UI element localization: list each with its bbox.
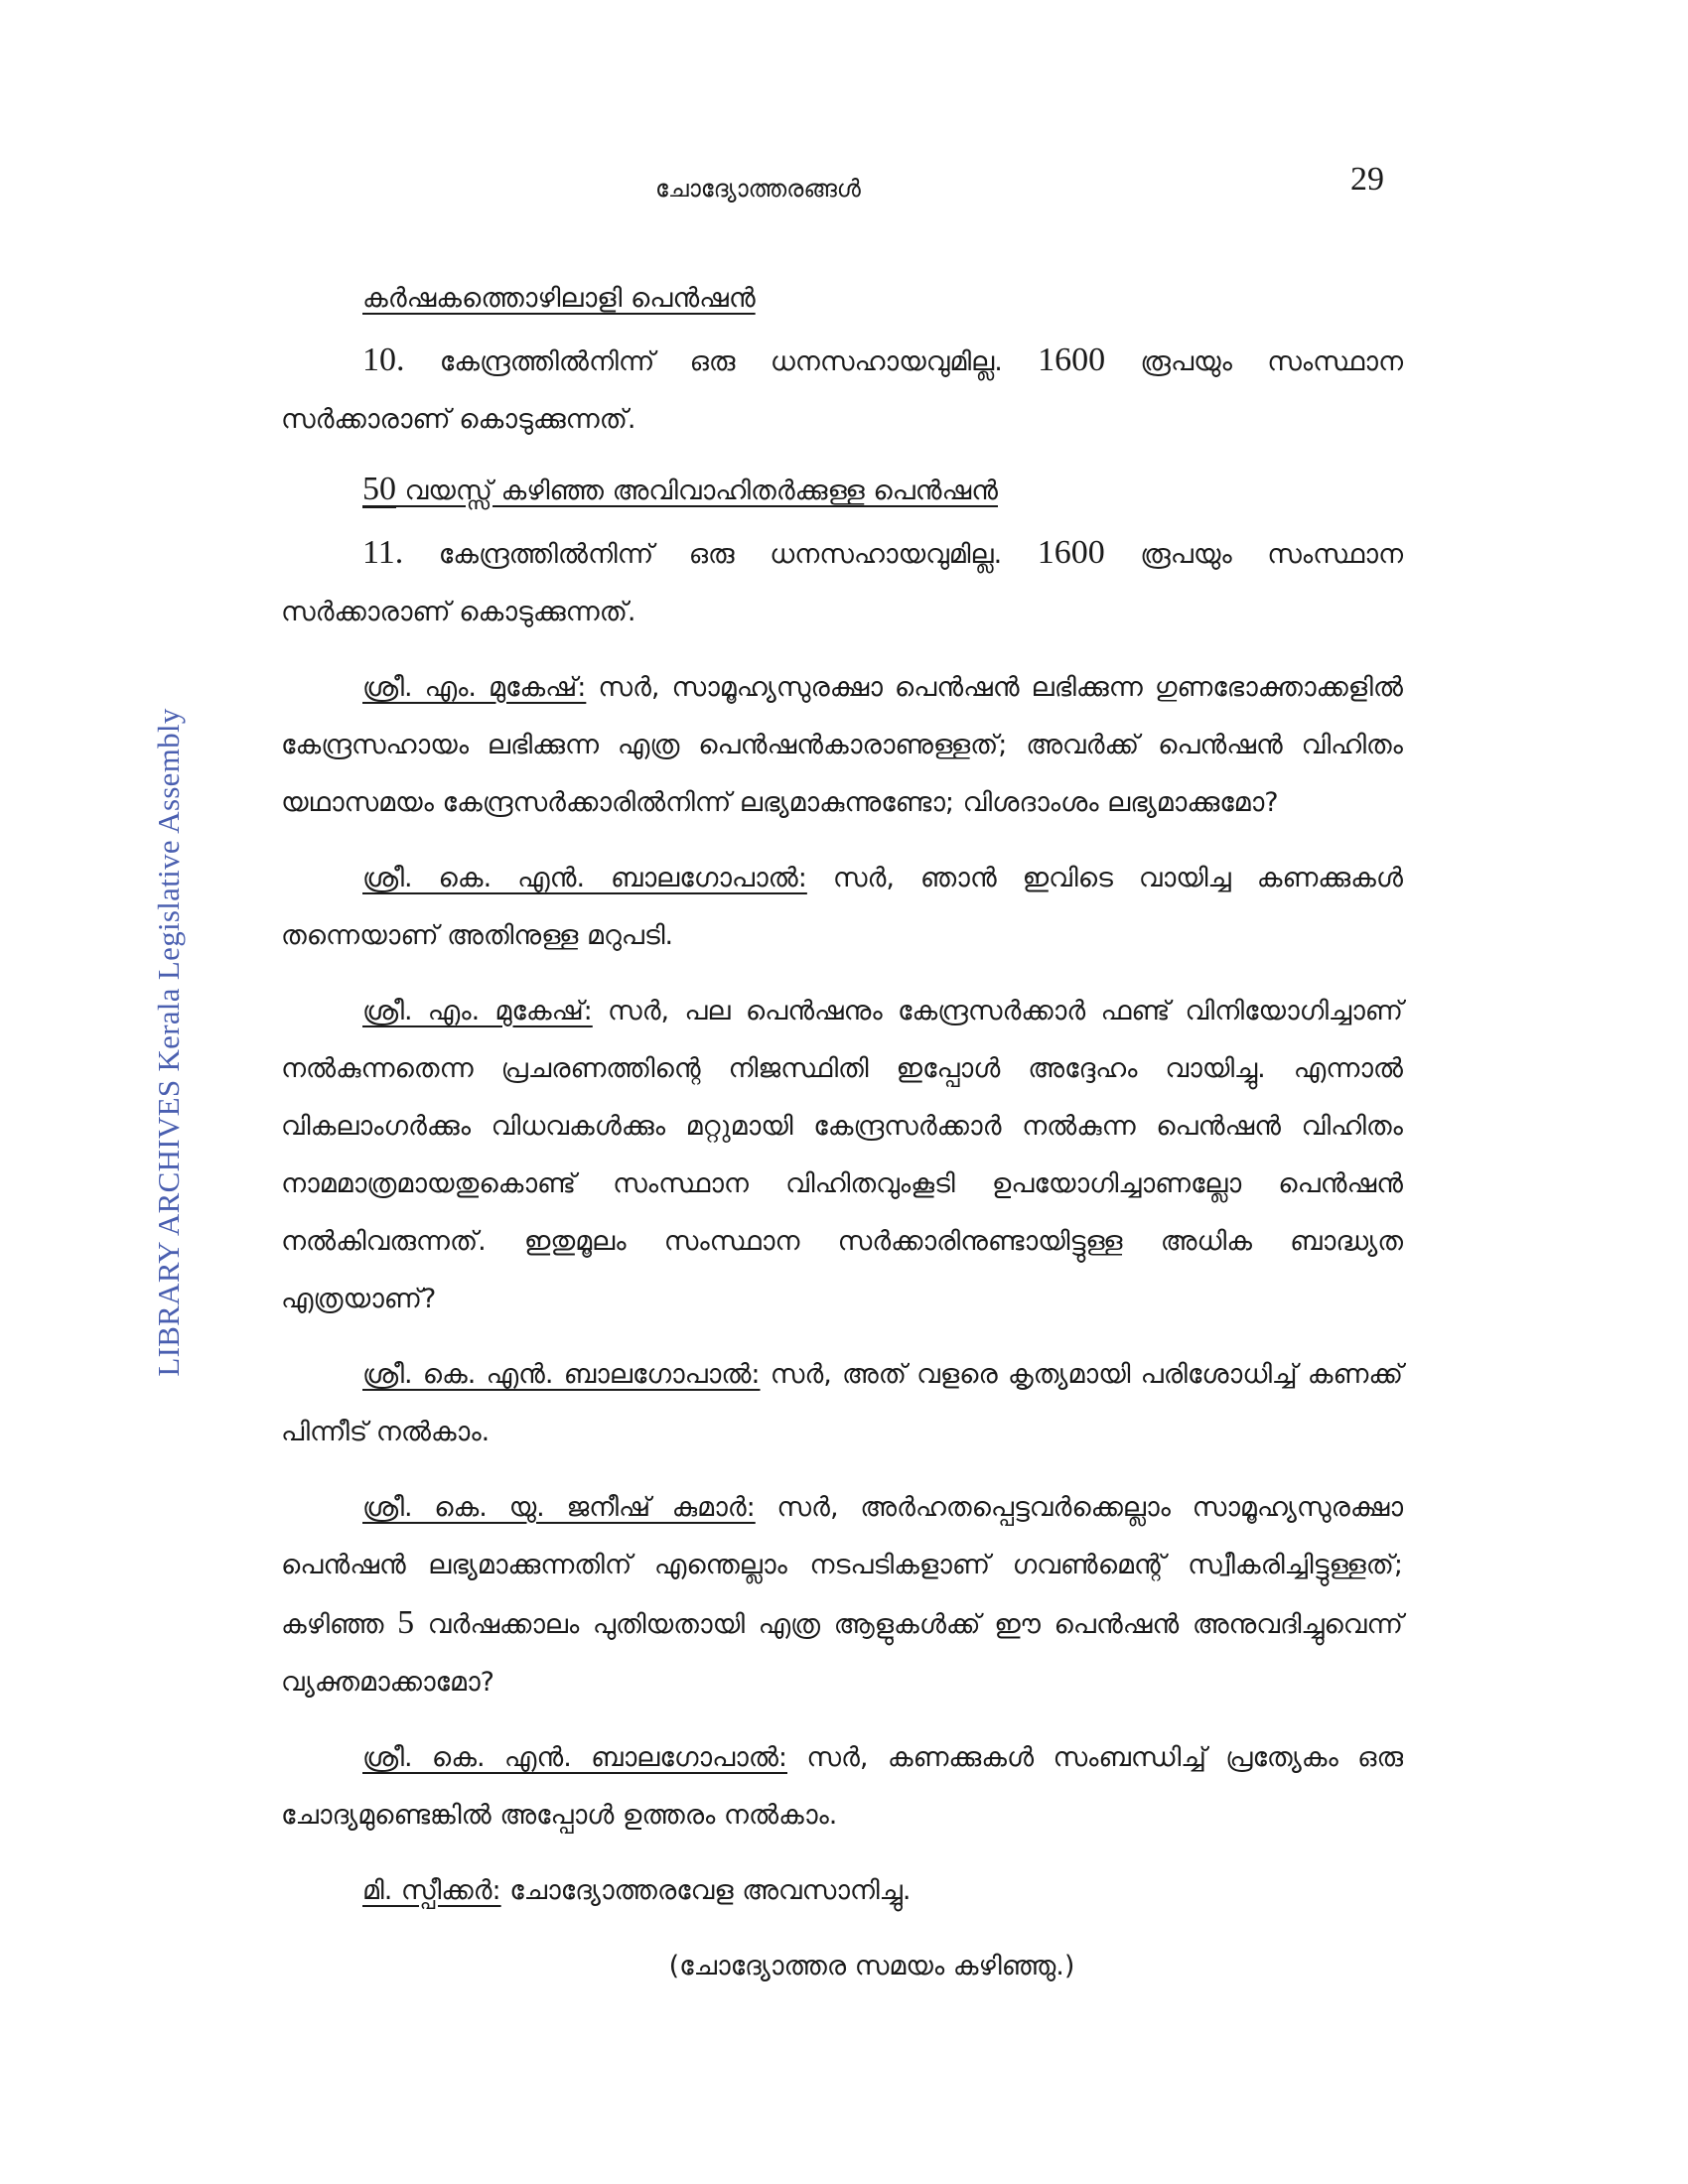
speech-text: സർ, പല പെൻഷനും കേന്ദ്രസർക്കാർ ഫണ്ട് വിനിയോഗിച്ചാണ് നൽകുന്നതെന്ന പ്രചരണത്തിന്റെ നിജസ്ഥിതി ഇപ്പോൾ അദ്ദേഹം വായിച്ചു. എന്നാൽ വികലാംഗർക്കും വിധവകൾക്കും മറ്റുമായി കേന്ദ്രസർക്കാർ നൽകുന്ന പെൻഷൻ വിഹിതം നാമമാത്രമായതുകൊണ്ട് സംസ്ഥാന വിഹിതവുംകൂടി ഉപയോഗിച്ചാണല്ലോ പെൻഷൻ നൽകിവരുന്നത്. ഇതുമൂലം സംസ്ഥാന സർക്കാരിനുണ്ടായിട്ടുള്ള അധിക ബാദ്ധ്യത എത്രയാണ്?: [281, 996, 1403, 1314]
section-heading-text: കർഷകത്തൊഴിലാളി പെൻഷൻ: [362, 283, 756, 314]
speech-text: സർ, അർഹതപ്പെട്ടവർക്കെല്ലാം സാമൂഹ്യസുരക്ഷാ പെൻഷൻ ലഭ്യമാക്കുന്നതിന് എന്തെല്ലാം നടപടികളാണ് ഗവൺമെന്റ് സ്വീകരിച്ചിട്ടുള്ളത്; കഴിഞ്ഞ: [281, 1492, 1403, 1640]
dialogue-paragraph: [281, 1729, 1403, 1844]
speaker-name: ശ്രീ. കെ. എൻ. ബാലഗോപാൽ:: [362, 1359, 761, 1390]
speech-text: വർഷക്കാലം പുതിയതായി എത്ര ആളുകൾക്ക് ഈ പെൻഷൻ അനുവദിച്ചുവെന്ന് വ്യക്തമാക്കാമോ?: [281, 1609, 1403, 1698]
section-heading: [362, 467, 1403, 514]
dialogue-paragraph: [281, 1346, 1403, 1461]
years-number: 5: [397, 1604, 415, 1641]
item-number: 11.: [362, 534, 404, 571]
speaker-name: ശ്രീ. എം. മുകേഷ്:: [362, 996, 593, 1026]
document-body: [281, 276, 1403, 1995]
dialogue-paragraph: [281, 659, 1403, 832]
speaker-name: ശ്രീ. കെ. യു. ജനീഷ് കുമാർ:: [362, 1492, 756, 1523]
speaker-name: ശ്രീ. എം. മുകേഷ്:: [362, 672, 587, 703]
speech-text: ചോദ്യോത്തരവേള അവസാനിച്ചു.: [500, 1875, 912, 1906]
answer-text: കേന്ദ്രത്തിൽനിന്ന് ഒരു ധനസഹായവുമില്ല.: [403, 539, 1038, 570]
closing-note: (ചോദ്യോത്തര സമയം കഴിഞ്ഞു.): [668, 1951, 1075, 1981]
speaker-name: മി. സ്പീക്കർ:: [362, 1875, 501, 1906]
answer-paragraph: [281, 332, 1403, 449]
amount-value: 1600: [1038, 341, 1106, 378]
speech-text: സർ, കണക്കുകൾ സംബന്ധിച്ച് പ്രത്യേകം ഒരു ചോദ്യമുണ്ടെങ്കിൽ അപ്പോൾ ഉത്തരം നൽകാം.: [281, 1742, 1403, 1831]
amount-value: 1600: [1037, 534, 1105, 571]
page-number: 29: [1350, 161, 1384, 198]
answer-text: രൂപയും സംസ്ഥാന സർക്കാരാണ് കൊടുക്കുന്നത്.: [281, 346, 1404, 435]
dialogue-paragraph: [281, 983, 1403, 1328]
answer-text: രൂപയും സംസ്ഥാന സർക്കാരാണ് കൊടുക്കുന്നത്.: [281, 539, 1403, 627]
item-number: 10.: [362, 341, 405, 378]
answer-paragraph: [281, 524, 1403, 641]
dialogue-paragraph: [281, 1479, 1403, 1711]
section-heading-text: [362, 471, 998, 507]
speaker-name: ശ്രീ. കെ. എൻ. ബാലഗോപാൽ:: [362, 1742, 787, 1773]
dialogue-paragraph: [281, 850, 1403, 965]
speaker-name: ശ്രീ. കെ. എൻ. ബാലഗോപാൽ:: [362, 863, 807, 893]
speech-text: സർ, അത് വളരെ കൃത്യമായി പരിശോധിച്ച് കണക്ക് പിന്നീട് നൽകാം.: [281, 1359, 1403, 1447]
heading-number: 50: [362, 471, 396, 507]
dialogue-paragraph: [281, 1862, 1403, 1920]
running-header: ചോദ്യോത്തരങ്ങൾ: [655, 175, 861, 203]
answer-text: കേന്ദ്രത്തിൽനിന്ന് ഒരു ധനസഹായവുമില്ല.: [404, 346, 1039, 377]
section-heading: [362, 276, 1403, 322]
archive-watermark: LIBRARY ARCHIVES Kerala Legislative Assembly: [151, 708, 186, 1377]
speech-text: സർ, സാമൂഹ്യസുരക്ഷാ പെൻഷൻ ലഭിക്കുന്ന ഗുണഭോക്താക്കളിൽ കേന്ദ്രസഹായം ലഭിക്കുന്ന എത്ര പെൻഷൻകാരാണുള്ളത്; അവർക്ക് പെൻഷൻ വിഹിതം യഥാസമയം കേന്ദ്രസർക്കാരിൽനിന്ന് ലഭ്യമാകുന്നുണ്ടോ; വിശദാംശം ലഭ്യമാക്കുമോ?: [281, 672, 1403, 818]
heading-label: വയസ്സ് കഴിഞ്ഞ അവിവാഹിതർക്കുള്ള പെൻഷൻ: [396, 476, 998, 506]
speech-text: സർ, ഞാൻ ഇവിടെ വായിച്ച കണക്കുകൾ തന്നെയാണ് അതിനുള്ള മറുപടി.: [281, 863, 1403, 951]
